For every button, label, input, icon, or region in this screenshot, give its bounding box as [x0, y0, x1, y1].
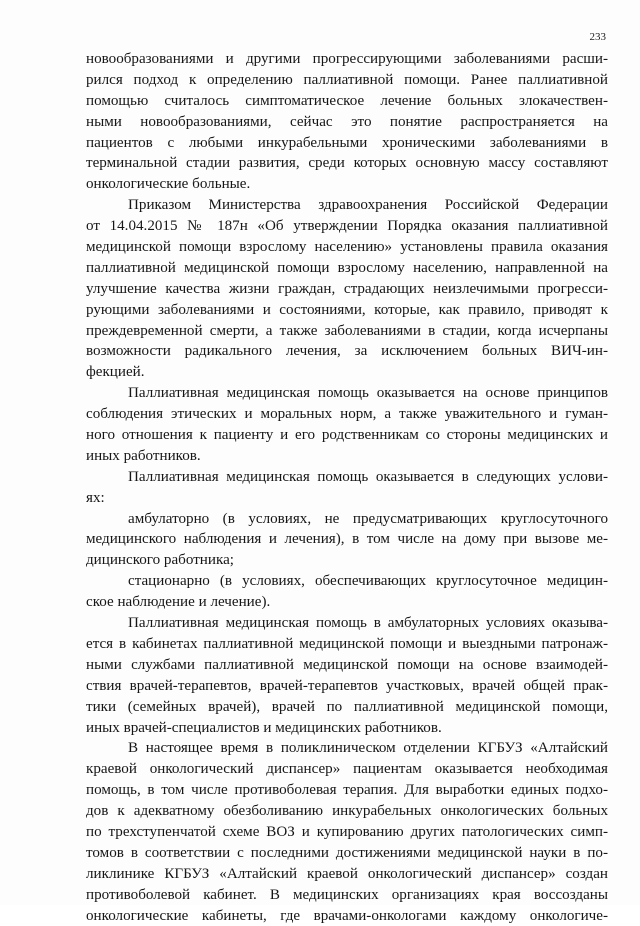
- text-line: пациентов с любыми инкурабельными хроническими заболеваниями в: [86, 134, 608, 151]
- text-line: иных врачей-специалистов и медицинских работников.: [86, 719, 442, 736]
- text-line: помощью считалось симптоматическое лечение больных злокачествен-: [86, 92, 608, 109]
- text-line: помощь, в том числе противоболевая терапия. Для выработки единых подхо-: [86, 782, 608, 799]
- text-line: тики (семейных врачей), врачей по паллиативной медицинской помощи,: [86, 698, 608, 715]
- text-line: медицинской помощи взрослому населению» установлены правила оказания: [86, 239, 608, 256]
- text-line: Паллиативная медицинская помощь в амбулаторных условиях оказыва-: [128, 615, 608, 632]
- text-line: противоболевой кабинет. В медицинских организациях края воссозданы: [86, 886, 608, 903]
- text-line: амбулаторно (в условиях, не предусматривающих круглосуточного: [128, 510, 608, 527]
- text-line: онкологические больные.: [86, 176, 251, 193]
- text-line: ного отношения к пациенту и его родственникам со стороны медицинских и: [86, 427, 608, 444]
- text-line: дицинского работника;: [86, 552, 234, 569]
- text-line: медицинского наблюдения и лечения), в том числе на дому при вызове ме-: [86, 531, 608, 548]
- text-line: возможности радикального лечения, за исключением больных ВИЧ-ин-: [86, 343, 608, 360]
- text-line: Приказом Министерства здравоохранения Российской Федерации: [128, 197, 608, 214]
- page-number: 233: [589, 31, 606, 43]
- text-line: краевой онкологический диспансер» пациентам оказывается необходимая: [86, 761, 608, 778]
- text-line: стационарно (в условиях, обеспечивающих круглосуточное медицин-: [128, 573, 608, 590]
- text-line: паллиативной медицинской помощи взрослому населению, направленной на: [86, 259, 608, 276]
- text-line: по трехступенчатой схеме ВОЗ и купированию других патологических симп-: [86, 823, 608, 840]
- text-line: ское наблюдение и лечение).: [86, 594, 271, 611]
- text-line: преждевременной смерти, а также заболеваниями в стадии, когда исчерпаны: [86, 322, 608, 339]
- text-line: ствия врачей-терапевтов, врачей-терапевтов участковых, врачей общей прак-: [86, 677, 608, 694]
- text-line: Паллиативная медицинская помощь оказывается на основе принципов: [128, 385, 608, 402]
- text-line: от 14.04.2015 № 187н «Об утверждении Порядка оказания паллиативной: [86, 218, 608, 235]
- text-line: новообразованиями и другими прогрессирующими заболеваниями расши-: [86, 51, 608, 67]
- text-line: ях:: [86, 489, 105, 506]
- text-line: улучшение качества жизни граждан, страдающих неизлечимыми прогресси-: [86, 280, 608, 297]
- text-line: рующими заболеваниями и состояниями, которые, как правило, приводят к: [86, 301, 608, 318]
- text-line: ликлинике КГБУЗ «Алтайский краевой онкологический диспансер» создан: [86, 865, 608, 882]
- text-line: томов в соответствии с последними достижениями медицинской науки в по-: [86, 844, 608, 861]
- text-line: Паллиативная медицинская помощь оказывается в следующих услови-: [128, 468, 608, 485]
- text-line: иных работников.: [86, 447, 201, 464]
- text-line: соблюдения этических и моральных норм, а также уважительного и гуман-: [86, 406, 608, 423]
- text-line: терминальной стадии развития, среди которых основную массу составляют: [86, 155, 608, 172]
- text-line: ными службами паллиативной медицинской помощи на основе взаимодей-: [86, 656, 608, 673]
- text-line: ется в кабинетах паллиативной медицинской помощи и выездными патронаж-: [86, 635, 608, 652]
- text-line: дов к адекватному обезболиванию инкурабельных онкологических больных: [86, 803, 608, 820]
- text-line: В настоящее время в поликлиническом отделении КГБУЗ «Алтайский: [128, 740, 608, 757]
- text-line: онкологические кабинеты, где врачами-онкологами каждому онкологиче-: [86, 907, 608, 924]
- text-line: фекцией.: [86, 364, 145, 381]
- text-line: ными новообразованиями, сейчас это понятие распространяется на: [86, 113, 608, 130]
- body-text: [86, 49, 608, 926]
- text-line: рился подход к определению паллиативной помощи. Ранее паллиативной: [86, 71, 608, 88]
